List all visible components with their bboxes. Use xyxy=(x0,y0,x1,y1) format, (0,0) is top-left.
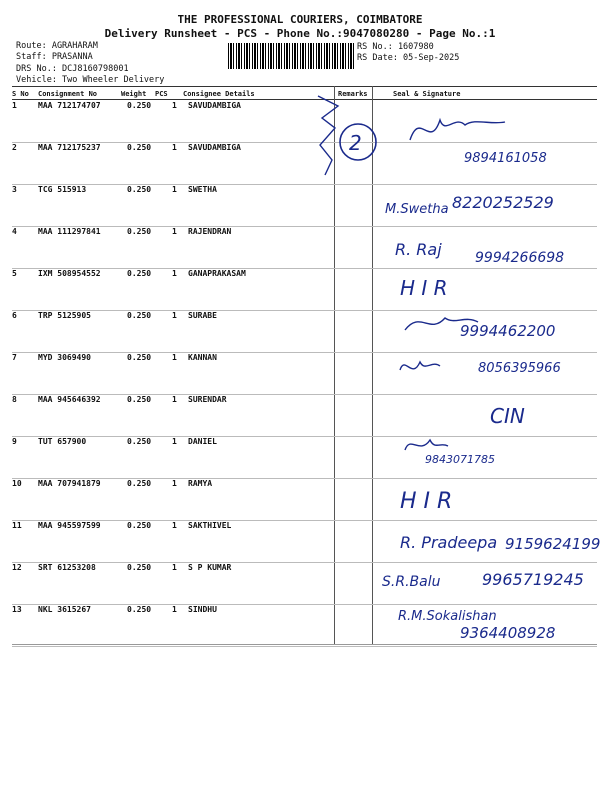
cell-sno: 13 xyxy=(12,605,22,614)
cell-consignee: SURABE xyxy=(188,311,217,320)
cell-consignment: MYD 3069490 xyxy=(38,353,91,362)
cell-consignee: RAJENDRAN xyxy=(188,227,232,236)
cell-sno: 3 xyxy=(12,185,17,194)
cell-consignee: SINDHU xyxy=(188,605,217,614)
cell-sno: 7 xyxy=(12,353,17,362)
vehicle-label: Vehicle: Two Wheeler Delivery xyxy=(16,75,165,85)
cell-consignment: IXM 508954552 xyxy=(38,269,101,278)
cell-sno: 1 xyxy=(12,101,17,110)
cell-weight: 0.250 xyxy=(127,227,152,236)
cell-consignee: SURENDAR xyxy=(188,395,227,404)
cell-weight: 0.250 xyxy=(127,311,152,320)
sig-row3-name: M.Swetha xyxy=(385,202,449,217)
cell-consignment: MAA 712174707 xyxy=(38,101,101,110)
drs-label: DRS No.: DCJ8160798001 xyxy=(16,64,129,74)
cell-pcs: 1 xyxy=(172,437,177,446)
company-title: THE PROFESSIONAL COURIERS, COIMBATORE xyxy=(177,13,423,26)
cell-weight: 0.250 xyxy=(127,353,152,362)
cell-pcs: 1 xyxy=(172,311,177,320)
cell-pcs: 1 xyxy=(172,101,177,110)
cell-consignee: SAKTHIVEL xyxy=(188,521,232,530)
cell-consignment: TCG 515913 xyxy=(38,185,87,194)
cell-consignment: MAA 945646392 xyxy=(38,395,101,404)
cell-pcs: 1 xyxy=(172,395,177,404)
cell-sno: 12 xyxy=(12,563,22,572)
cell-pcs: 1 xyxy=(172,269,177,278)
col-header-consignment: Consignment No xyxy=(38,90,98,98)
cell-weight: 0.250 xyxy=(127,269,152,278)
cell-consignee: RAMYA xyxy=(188,479,213,488)
signature-9 xyxy=(405,440,448,450)
route-label: Route: AGRAHARAM xyxy=(16,41,98,51)
cell-sno: 4 xyxy=(12,227,17,236)
cell-sno: 6 xyxy=(12,311,17,320)
sig-row7-phone: 8056395966 xyxy=(478,361,561,376)
sig-row12-name: S.R.Balu xyxy=(382,574,441,590)
cell-consignee: SAVUDAMBIGA xyxy=(188,143,241,152)
col-header-remarks: Remarks xyxy=(338,90,368,98)
cell-consignment: MAA 707941879 xyxy=(38,479,101,488)
cell-consignment: TRP 5125905 xyxy=(38,311,91,320)
cell-weight: 0.250 xyxy=(127,185,152,194)
col-header-weight: Weight xyxy=(121,90,147,98)
col-header-pcs: PCS xyxy=(155,90,168,98)
runsheet-subtitle: Delivery Runsheet - PCS - Phone No.:9047080280 - Page No.:1 xyxy=(104,27,496,40)
cell-sno: 9 xyxy=(12,437,17,446)
sig-row8-stamp: CIN xyxy=(490,404,525,428)
cell-weight: 0.250 xyxy=(127,521,152,530)
cell-consignee: DANIEL xyxy=(188,437,217,446)
table-bottom-rule xyxy=(12,644,597,645)
cell-weight: 0.250 xyxy=(127,101,152,110)
cell-pcs: 1 xyxy=(172,521,177,530)
cell-pcs: 1 xyxy=(172,185,177,194)
rs-date: RS Date: 05-Sep-2025 xyxy=(357,53,460,63)
signature-scribble xyxy=(318,96,338,175)
sig-row9-phone: 9843071785 xyxy=(425,453,495,466)
sig-row13-phone: 9364408928 xyxy=(460,624,556,642)
cell-sno: 10 xyxy=(12,479,22,488)
signature-7 xyxy=(400,362,440,370)
sig-row11-name: R. Pradeepa xyxy=(400,533,498,552)
cell-weight: 0.250 xyxy=(127,605,152,614)
col-header-sno: S No xyxy=(12,90,29,98)
cell-consignment: MAA 945597599 xyxy=(38,521,101,530)
cell-pcs: 1 xyxy=(172,353,177,362)
cell-consignee: SAVUDAMBIGA xyxy=(188,101,241,110)
cell-consignment: SRT 61253208 xyxy=(38,563,96,572)
cell-sno: 5 xyxy=(12,269,17,278)
rs-number: RS No.: 1607980 xyxy=(357,42,434,52)
circled-number-text: 2 xyxy=(349,131,362,155)
cell-consignee: S P KUMAR xyxy=(188,563,232,572)
cell-consignment: TUT 657900 xyxy=(38,437,87,446)
sig-row3-phone: 8220252529 xyxy=(452,193,554,212)
cell-weight: 0.250 xyxy=(127,479,152,488)
cell-pcs: 1 xyxy=(172,563,177,572)
cell-consignee: KANNAN xyxy=(188,353,217,362)
cell-sno: 11 xyxy=(12,521,22,530)
cell-consignee: SWETHA xyxy=(188,185,217,194)
sig-row1-phone: 9894161058 xyxy=(464,151,547,166)
cell-pcs: 1 xyxy=(172,479,177,488)
cell-consignment: MAA 111297841 xyxy=(38,227,101,236)
sig-row10-stamp: H I R xyxy=(400,489,453,514)
sig-row5-stamp: H I R xyxy=(400,276,448,300)
cell-pcs: 1 xyxy=(172,143,177,152)
staff-label: Staff: PRASANNA xyxy=(16,52,93,62)
sig-row13-name: R.M.Sokalishan xyxy=(398,609,497,624)
cell-pcs: 1 xyxy=(172,227,177,236)
cell-consignment: MAA 712175237 xyxy=(38,143,101,152)
sig-row11-phone: 9159624199 xyxy=(505,535,600,553)
signature-1 xyxy=(410,120,505,140)
cell-consignee: GANAPRAKASAM xyxy=(188,269,246,278)
col-header-seal: Seal & Signature xyxy=(393,90,461,98)
sig-row6-phone: 9994462200 xyxy=(460,322,556,340)
cell-consignment: NKL 3615267 xyxy=(38,605,91,614)
sig-row4-name: R. Raj xyxy=(395,240,442,259)
cell-pcs: 1 xyxy=(172,605,177,614)
cell-weight: 0.250 xyxy=(127,563,152,572)
cell-sno: 8 xyxy=(12,395,17,404)
col-header-consignee: Consignee Details xyxy=(183,90,255,98)
cell-weight: 0.250 xyxy=(127,437,152,446)
sig-row12-phone: 9965719245 xyxy=(482,570,584,589)
cell-weight: 0.250 xyxy=(127,395,152,404)
cell-sno: 2 xyxy=(12,143,17,152)
sig-row4-phone: 9994266698 xyxy=(475,250,565,266)
cell-weight: 0.250 xyxy=(127,143,152,152)
